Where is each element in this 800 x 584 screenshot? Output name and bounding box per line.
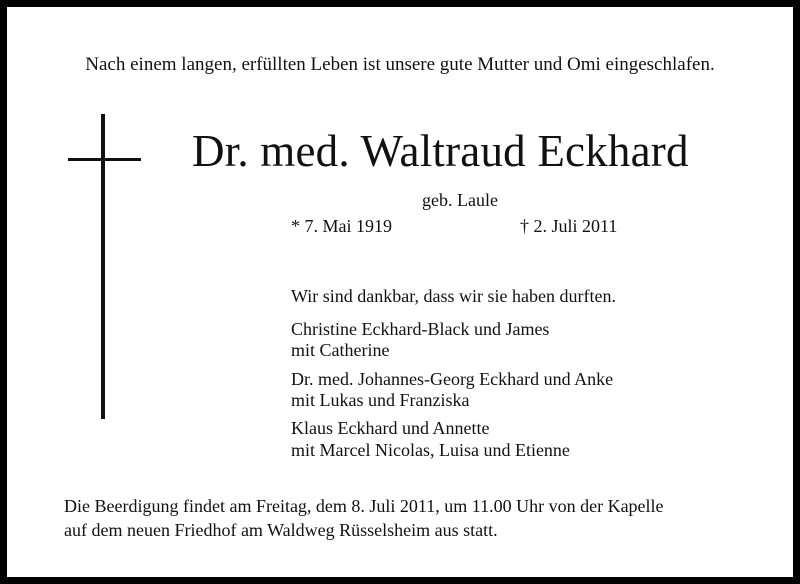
funeral-text: auf dem neuen Friedhof am Waldweg Rüsselsheim aus statt. bbox=[64, 520, 498, 540]
family-line: Dr. med. Johannes-Georg Eckhard und Anke bbox=[291, 369, 614, 389]
obituary-card bbox=[7, 7, 793, 577]
death-date: † 2. Juli 2011 bbox=[520, 216, 618, 236]
family-line: mit Catherine bbox=[291, 340, 390, 360]
gratitude-text: Wir sind dankbar, dass wir sie haben durften. bbox=[291, 286, 616, 306]
family-line: Christine Eckhard-Black und James bbox=[291, 319, 550, 339]
funeral-text: Die Beerdigung findet am Freitag, dem 8. Juli 2011, um 11.00 Uhr von der Kapelle bbox=[64, 496, 664, 516]
family-line: mit Marcel Nicolas, Luisa und Etienne bbox=[291, 440, 570, 460]
intro-text: Nach einem langen, erfüllten Leben ist unsere gute Mutter und Omi eingeschlafen. bbox=[85, 54, 715, 75]
deceased-name: Dr. med. Waltraud Eckhard bbox=[192, 126, 689, 176]
birth-name: geb. Laule bbox=[422, 190, 498, 210]
family-line: Klaus Eckhard und Annette bbox=[291, 418, 490, 438]
birth-date: * 7. Mai 1919 bbox=[291, 216, 392, 236]
family-line: mit Lukas und Franziska bbox=[291, 390, 470, 410]
